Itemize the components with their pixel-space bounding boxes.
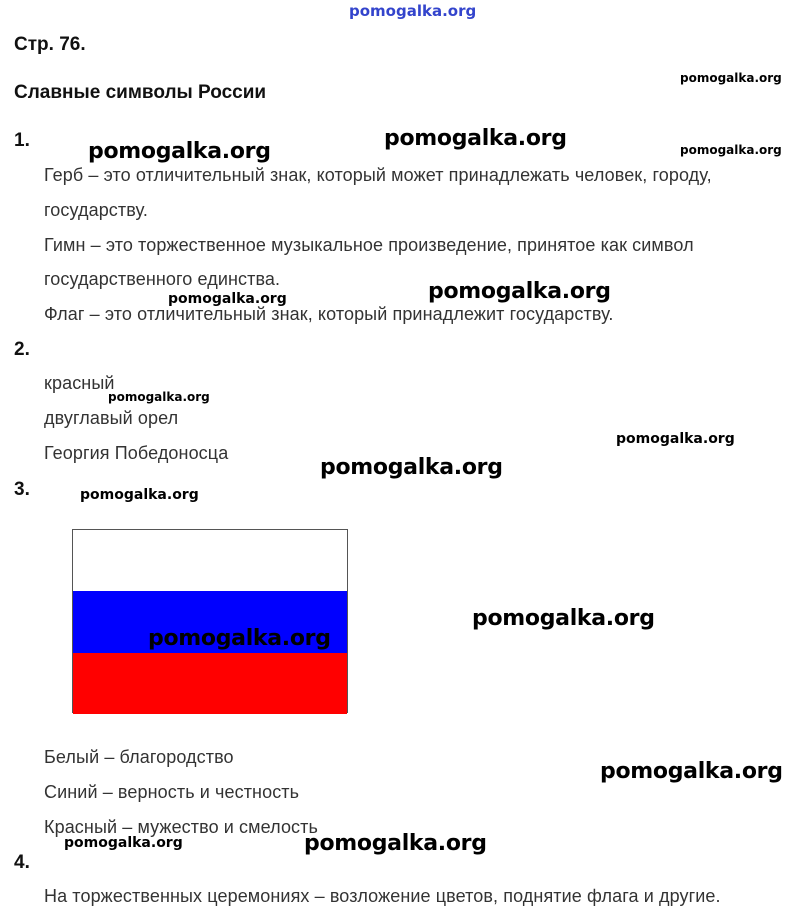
flag-stripe-white [73, 530, 347, 591]
watermark: pomogalka.org [108, 390, 210, 404]
task-1-line: Герб – это отличительный знак, который может принадлежать человек, городу, [44, 165, 712, 185]
watermark: pomogalka.org [168, 291, 287, 307]
watermark: pomogalka.org [680, 143, 782, 157]
watermark: pomogalka.org [384, 126, 567, 151]
watermark: pomogalka.org [600, 759, 783, 784]
task-2-line: двуглавый орел [44, 408, 179, 428]
task-1-line: государственного единства. [44, 269, 281, 289]
watermark: pomogalka.org [616, 431, 735, 447]
task-1-line: Флаг – это отличительный знак, который принадлежит государству. [44, 304, 614, 324]
watermark: pomogalka.org [472, 606, 655, 631]
russian-flag [72, 529, 348, 713]
task-1-number: 1. [14, 130, 30, 151]
task-4-number: 4. [14, 852, 30, 873]
task-2-line: красный [44, 373, 115, 393]
task-2-number: 2. [14, 339, 30, 360]
watermark: pomogalka.org [80, 487, 199, 503]
task-1-line: государству. [44, 200, 148, 220]
task-3-line: Белый – благородство [44, 747, 234, 767]
watermark: pomogalka.org [148, 626, 331, 651]
watermark: pomogalka.org [320, 455, 503, 480]
task-3-line: Красный – мужество и смелость [44, 817, 318, 837]
watermark: pomogalka.org [680, 71, 782, 85]
watermark: pomogalka.org [64, 835, 183, 851]
task-2-line: Георгия Победоносца [44, 443, 229, 463]
watermark: pomogalka.org [304, 831, 487, 856]
flag-stripe-red [73, 653, 347, 714]
task-1-line: Гимн – это торжественное музыкальное произведение, принятое как символ [44, 235, 694, 255]
watermark-top: pomogalka.org [349, 2, 477, 20]
task-4-line: На торжественных церемониях – возложение цветов, поднятие флага и другие. [44, 886, 721, 906]
page-reference: Стр. 76. [14, 34, 86, 55]
task-3-line: Синий – верность и честность [44, 782, 300, 802]
watermark: pomogalka.org [428, 279, 611, 304]
watermark: pomogalka.org [88, 139, 271, 164]
task-3-number: 3. [14, 479, 30, 500]
topic-title: Славные символы России [14, 82, 267, 103]
